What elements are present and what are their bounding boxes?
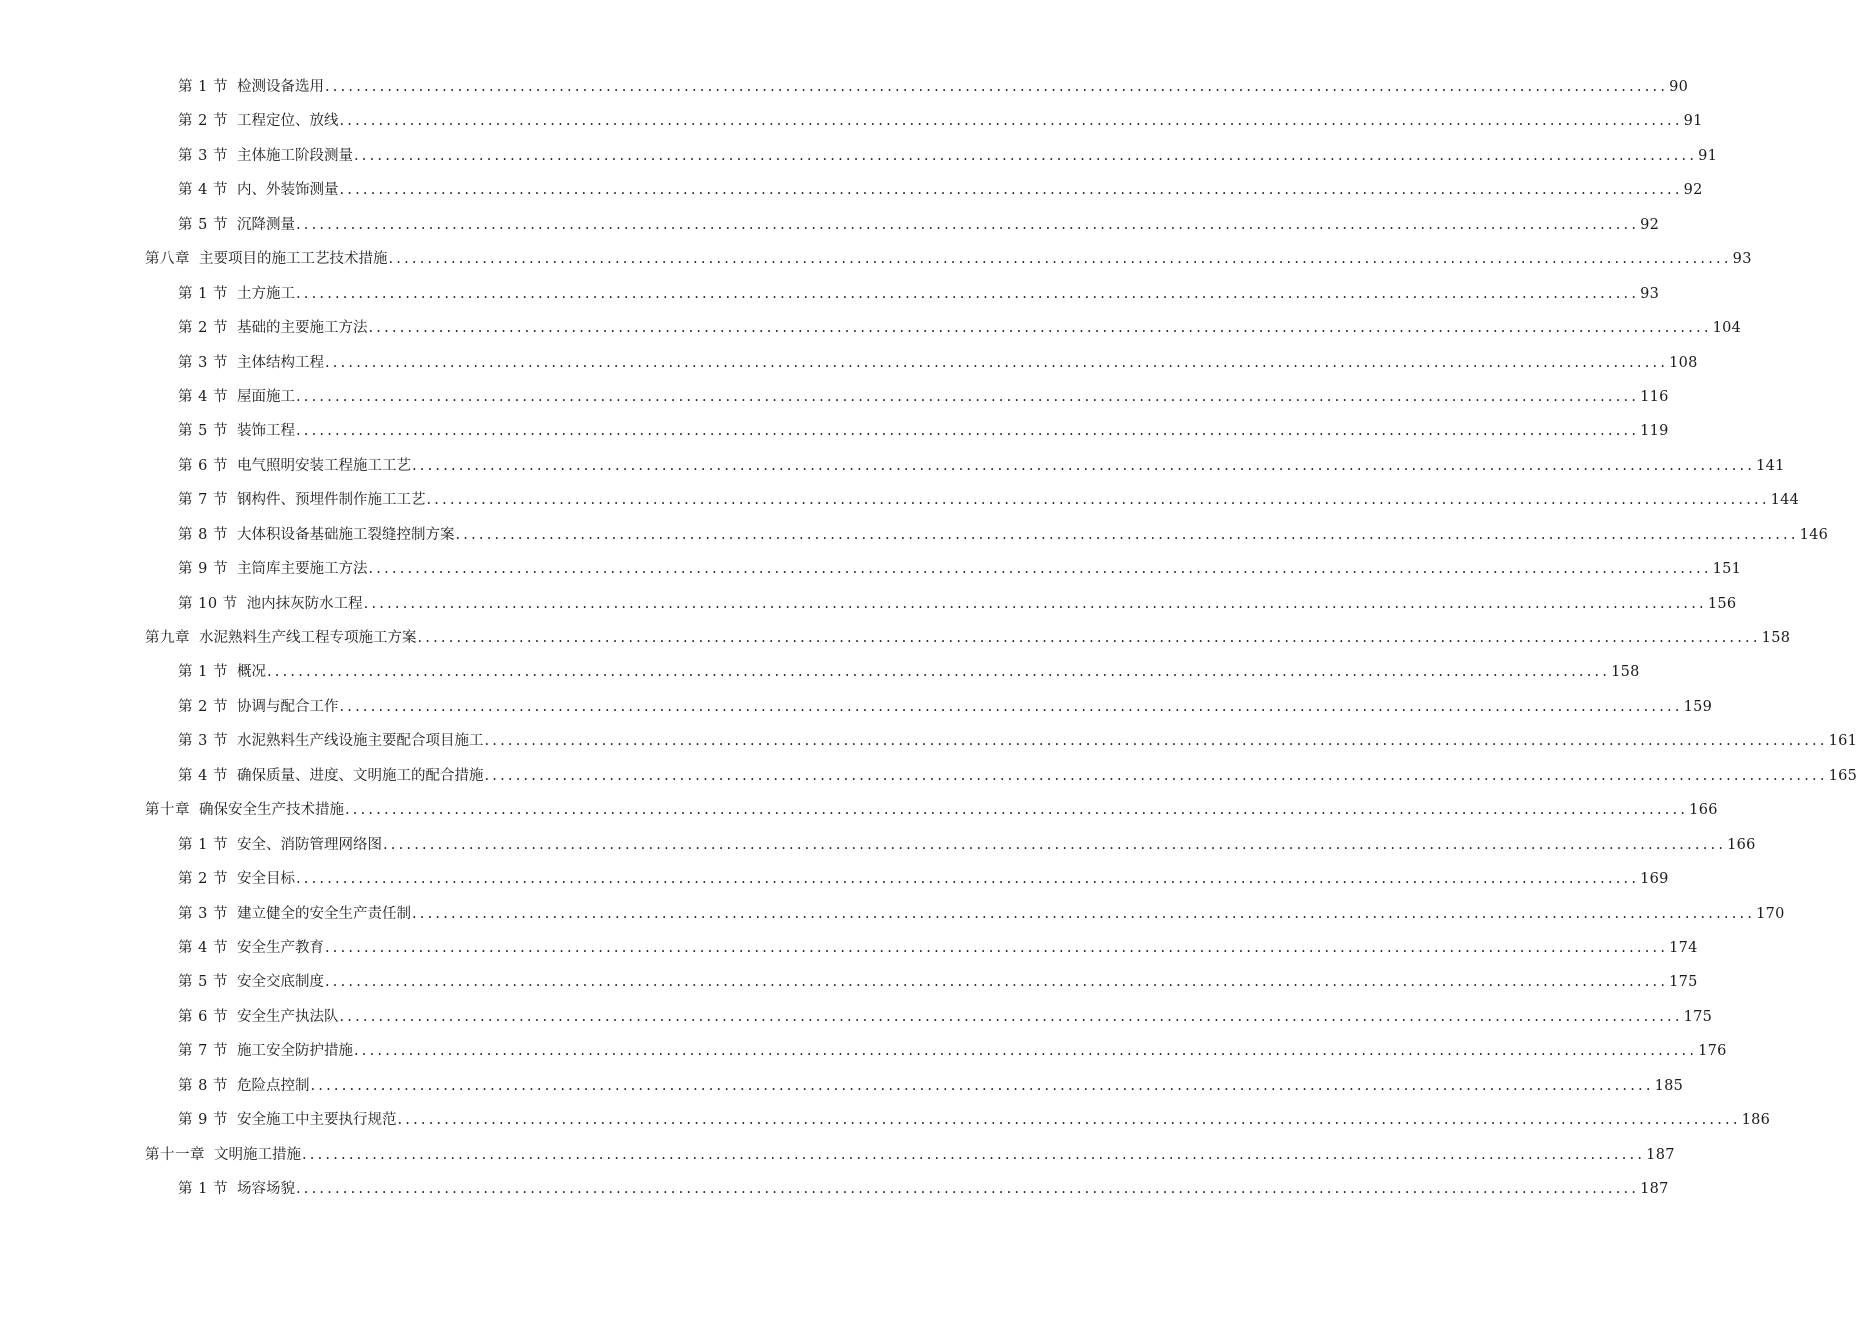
toc-section-entry[interactable]: [0, 105, 1703, 139]
toc-entry-page-number: 187: [1640, 1181, 1669, 1197]
toc-section-entry[interactable]: [0, 347, 1698, 381]
toc-entry-number: 第 3 节: [178, 354, 228, 371]
toc-entry-title: 场容场貌: [236, 1181, 295, 1197]
toc-entry-page-number: 176: [1698, 1043, 1727, 1060]
toc-entry-page-number: 91: [1698, 147, 1718, 164]
toc-chapter-entry[interactable]: [0, 794, 1718, 828]
toc-entry-page-number: 186: [1741, 1112, 1771, 1129]
toc-entry-line: [178, 559, 1742, 579]
toc-leader-dots: ............................................................................................................................................................................: [324, 79, 1669, 95]
toc-section-entry[interactable]: [0, 760, 1857, 794]
toc-entry-number: 第 4 节: [178, 388, 228, 405]
toc-section-entry[interactable]: [0, 829, 1756, 863]
toc-entry-title: 主体施工阶段测量: [236, 147, 353, 164]
toc-entry-title: 大体积设备基础施工裂缝控制方案: [236, 526, 455, 543]
toc-section-entry[interactable]: [0, 725, 1857, 759]
toc-section-entry[interactable]: [0, 519, 1829, 553]
toc-entry-page-number: 151: [1712, 561, 1742, 578]
toc-entry-line: [178, 77, 1689, 97]
toc-chapter-entry[interactable]: [0, 622, 1791, 656]
toc-entry-line: [145, 628, 1791, 648]
toc-entry-title: 电气照明安装工程施工工艺: [236, 457, 411, 474]
toc-entry-number: 第 1 节: [178, 836, 228, 853]
toc-entry-line: [178, 490, 1800, 510]
toc-entry-title: 施工安全防护措施: [236, 1043, 353, 1060]
toc-entry-title: 主筒库主要施工方法: [236, 561, 368, 578]
toc-entry-page-number: 175: [1669, 974, 1698, 991]
toc-leader-dots: ............................................................................................................................................................................: [353, 147, 1698, 164]
toc-entry-page-number: 161: [1828, 733, 1857, 750]
toc-section-entry[interactable]: [0, 71, 1689, 105]
toc-entry-line: [178, 697, 1713, 717]
toc-leader-dots: ............................................................................................................................................................................: [339, 698, 1683, 715]
toc-leader-dots: ............................................................................................................................................................................: [266, 664, 1611, 681]
toc-entry-number: 第九章: [145, 630, 190, 646]
toc-entry-line: [178, 525, 1829, 545]
toc-leader-dots: ............................................................................................................................................................................: [295, 1181, 1640, 1197]
toc-entry-title: 协调与配合工作: [236, 698, 339, 715]
toc-entry-line: [145, 249, 1752, 269]
toc-entry-page-number: 146: [1799, 526, 1829, 543]
toc-entry-title: 概况: [236, 664, 266, 681]
toc-entry-title: 水泥熟料生产线设施主要配合项目施工: [236, 733, 484, 750]
toc-entry-number: 第 1 节: [178, 664, 228, 681]
toc-section-entry[interactable]: [0, 588, 1737, 622]
toc-section-entry[interactable]: [0, 1001, 1713, 1035]
toc-entry-title: 建立健全的安全生产责任制: [236, 905, 411, 922]
toc-entry-line: [178, 972, 1698, 992]
toc-entry-number: 第十一章: [145, 1146, 205, 1163]
toc-entry-line: [178, 869, 1669, 889]
toc-entry-line: [178, 1179, 1669, 1199]
toc-section-entry[interactable]: [0, 278, 1660, 312]
toc-entry-line: [178, 594, 1737, 614]
toc-leader-dots: ............................................................................................................................................................................: [484, 767, 1828, 784]
toc-section-entry[interactable]: [0, 553, 1742, 587]
toc-leader-dots: ............................................................................................................................................................................: [455, 526, 1799, 543]
toc-entry-number: 第十章: [145, 802, 190, 819]
toc-entry-line: [178, 318, 1742, 338]
toc-entry-title: 水泥熟料生产线工程专项施工方案: [199, 630, 417, 646]
toc-section-entry[interactable]: [0, 1173, 1669, 1207]
toc-entry-page-number: 144: [1770, 492, 1800, 509]
toc-leader-dots: ............................................................................................................................................................................: [382, 836, 1727, 853]
toc-entry-number: 第 3 节: [178, 147, 228, 164]
toc-entry-number: 第 1 节: [178, 1181, 228, 1197]
toc-section-entry[interactable]: [0, 484, 1800, 518]
toc-leader-dots: ............................................................................................................................................................................: [295, 423, 1640, 440]
toc-section-entry[interactable]: [0, 1070, 1684, 1104]
toc-leader-dots: ............................................................................................................................................................................: [426, 492, 1770, 509]
toc-leader-dots: ............................................................................................................................................................................: [295, 285, 1640, 302]
toc-leader-dots: ............................................................................................................................................................................: [295, 388, 1640, 405]
toc-leader-dots: ............................................................................................................................................................................: [411, 905, 1756, 922]
toc-entry-title: 工程定位、放线: [236, 113, 339, 130]
toc-entry-page-number: 170: [1756, 905, 1785, 922]
toc-leader-dots: ............................................................................................................................................................................: [484, 733, 1828, 750]
toc-entry-number: 第 3 节: [178, 905, 228, 922]
toc-entry-title: 内、外装饰测量: [236, 182, 339, 199]
toc-entry-line: [178, 180, 1703, 200]
toc-section-entry[interactable]: [0, 1035, 1727, 1069]
toc-entry-number: 第 7 节: [178, 492, 228, 509]
toc-entry-page-number: 116: [1640, 388, 1669, 405]
toc-entry-line: [178, 215, 1660, 235]
toc-entry-number: 第 6 节: [178, 1008, 228, 1025]
toc-entry-page-number: 119: [1640, 423, 1669, 440]
toc-entry-line: [178, 146, 1718, 166]
toc-entry-number: 第 4 节: [178, 182, 228, 199]
toc-entry-title: 安全交底制度: [236, 974, 324, 991]
toc-entry-line: [178, 766, 1857, 786]
toc-entry-number: 第 1 节: [178, 285, 228, 302]
toc-section-entry[interactable]: [0, 140, 1718, 174]
table-of-contents: [0, 71, 1857, 1207]
toc-leader-dots: ............................................................................................................................................................................: [411, 457, 1756, 474]
toc-entry-title: 基础的主要施工方法: [236, 320, 368, 337]
toc-entry-number: 第 10 节: [178, 595, 238, 612]
toc-entry-line: [178, 1110, 1771, 1130]
toc-entry-title: 沉降测量: [236, 216, 295, 233]
toc-section-entry[interactable]: [0, 1104, 1771, 1138]
toc-entry-line: [178, 421, 1669, 441]
toc-entry-number: 第 5 节: [178, 423, 228, 440]
toc-entry-title: 主体结构工程: [236, 354, 324, 371]
toc-entry-line: [178, 938, 1698, 958]
toc-leader-dots: ............................................................................................................................................................................: [324, 939, 1669, 956]
toc-entry-title: 确保安全生产技术措施: [199, 802, 344, 819]
toc-section-entry[interactable]: [0, 415, 1669, 449]
toc-entry-line: [178, 284, 1660, 304]
toc-entry-title: 安全生产教育: [236, 939, 324, 956]
toc-entry-title: 确保质量、进度、文明施工的配合措施: [236, 767, 484, 784]
toc-leader-dots: ............................................................................................................................................................................: [302, 1146, 1646, 1163]
toc-chapter-entry[interactable]: [0, 243, 1752, 277]
toc-leader-dots: ............................................................................................................................................................................: [324, 354, 1669, 371]
toc-entry-title: 土方施工: [236, 285, 295, 302]
toc-entry-title: 安全目标: [236, 871, 295, 888]
toc-entry-number: 第 4 节: [178, 939, 228, 956]
toc-leader-dots: ............................................................................................................................................................................: [417, 630, 1761, 646]
toc-entry-number: 第 7 节: [178, 1043, 228, 1060]
toc-entry-line: [178, 835, 1756, 855]
toc-entry-title: 屋面施工: [236, 388, 295, 405]
toc-leader-dots: ............................................................................................................................................................................: [353, 1043, 1698, 1060]
toc-entry-number: 第 5 节: [178, 216, 228, 233]
toc-leader-dots: ............................................................................................................................................................................: [310, 1077, 1654, 1094]
toc-entry-number: 第 5 节: [178, 974, 228, 991]
toc-leader-dots: ............................................................................................................................................................................: [339, 1008, 1683, 1025]
toc-section-entry[interactable]: [0, 312, 1742, 346]
toc-entry-page-number: 104: [1712, 320, 1742, 337]
toc-entry-page-number: 169: [1640, 871, 1669, 888]
toc-entry-line: [178, 353, 1698, 373]
toc-entry-title: 装饰工程: [236, 423, 295, 440]
toc-entry-number: 第 3 节: [178, 733, 228, 750]
toc-entry-title: 池内抹灰防水工程: [246, 595, 363, 612]
toc-entry-number: 第 9 节: [178, 1112, 228, 1129]
toc-section-entry[interactable]: [0, 174, 1703, 208]
toc-entry-number: 第 2 节: [178, 113, 228, 130]
toc-entry-number: 第八章: [145, 251, 190, 268]
toc-entry-number: 第 1 节: [178, 79, 228, 95]
toc-entry-number: 第 2 节: [178, 698, 228, 715]
toc-entry-page-number: 108: [1669, 354, 1698, 371]
toc-entry-line: [178, 731, 1857, 751]
toc-entry-page-number: 91: [1683, 113, 1703, 130]
toc-entry-number: 第 9 节: [178, 561, 228, 578]
toc-entry-page-number: 185: [1654, 1077, 1684, 1094]
toc-entry-page-number: 158: [1611, 664, 1640, 681]
toc-leader-dots: ............................................................................................................................................................................: [368, 320, 1712, 337]
toc-entry-number: 第 4 节: [178, 767, 228, 784]
toc-entry-line: [178, 387, 1669, 407]
toc-entry-page-number: 166: [1689, 802, 1718, 819]
toc-entry-page-number: 175: [1683, 1008, 1713, 1025]
toc-entry-page-number: 141: [1756, 457, 1785, 474]
toc-leader-dots: ............................................................................................................................................................................: [324, 974, 1669, 991]
toc-section-entry[interactable]: [0, 450, 1785, 484]
toc-section-entry[interactable]: [0, 898, 1785, 932]
toc-entry-title: 危险点控制: [236, 1077, 310, 1094]
toc-entry-line: [145, 800, 1718, 820]
toc-entry-number: 第 8 节: [178, 1077, 228, 1094]
toc-entry-page-number: 166: [1727, 836, 1756, 853]
toc-entry-number: 第 2 节: [178, 871, 228, 888]
toc-entry-title: 安全生产执法队: [236, 1008, 339, 1025]
toc-entry-line: [178, 662, 1640, 682]
toc-leader-dots: ............................................................................................................................................................................: [339, 113, 1683, 130]
toc-entry-line: [178, 1076, 1684, 1096]
toc-entry-page-number: 156: [1707, 595, 1737, 612]
toc-leader-dots: ............................................................................................................................................................................: [368, 561, 1712, 578]
toc-entry-page-number: 165: [1828, 767, 1857, 784]
toc-entry-page-number: 158: [1761, 630, 1791, 646]
toc-section-entry[interactable]: [0, 381, 1669, 415]
toc-entry-title: 文明施工措施: [214, 1146, 301, 1163]
toc-entry-line: [178, 111, 1703, 131]
toc-entry-title: 钢构件、预埋件制作施工工艺: [236, 492, 426, 509]
toc-entry-page-number: 174: [1669, 939, 1698, 956]
toc-entry-page-number: 93: [1640, 285, 1660, 302]
toc-leader-dots: ............................................................................................................................................................................: [345, 802, 1689, 819]
toc-entry-page-number: 92: [1683, 182, 1703, 199]
toc-section-entry[interactable]: [0, 966, 1698, 1000]
toc-entry-line: [178, 1041, 1727, 1061]
toc-chapter-entry[interactable]: [0, 1139, 1675, 1173]
toc-entry-page-number: 93: [1732, 251, 1752, 268]
toc-entry-title: 安全施工中主要执行规范: [236, 1112, 397, 1129]
toc-entry-line: [145, 1145, 1675, 1165]
toc-leader-dots: ............................................................................................................................................................................: [397, 1112, 1741, 1129]
toc-entry-page-number: 187: [1646, 1146, 1675, 1163]
toc-leader-dots: ............................................................................................................................................................................: [388, 251, 1732, 268]
toc-leader-dots: ............................................................................................................................................................................: [295, 871, 1640, 888]
toc-leader-dots: ............................................................................................................................................................................: [339, 182, 1683, 199]
toc-section-entry[interactable]: [0, 932, 1698, 966]
toc-entry-title: 安全、消防管理网络图: [236, 836, 382, 853]
toc-leader-dots: ............................................................................................................................................................................: [363, 595, 1707, 612]
toc-section-entry[interactable]: [0, 209, 1660, 243]
toc-entry-page-number: 159: [1683, 698, 1713, 715]
toc-entry-page-number: 90: [1669, 79, 1689, 95]
toc-entry-number: 第 8 节: [178, 526, 228, 543]
toc-entry-line: [178, 1007, 1713, 1027]
toc-leader-dots: ............................................................................................................................................................................: [295, 216, 1640, 233]
toc-entry-line: [178, 904, 1785, 924]
toc-section-entry[interactable]: [0, 863, 1669, 897]
toc-entry-number: 第 2 节: [178, 320, 228, 337]
toc-section-entry[interactable]: [0, 691, 1713, 725]
toc-entry-number: 第 6 节: [178, 457, 228, 474]
toc-entry-page-number: 92: [1640, 216, 1660, 233]
toc-entry-title: 主要项目的施工工艺技术措施: [199, 251, 388, 268]
toc-entry-line: [178, 456, 1785, 476]
toc-section-entry[interactable]: [0, 656, 1640, 690]
toc-entry-title: 检测设备选用: [236, 79, 324, 95]
